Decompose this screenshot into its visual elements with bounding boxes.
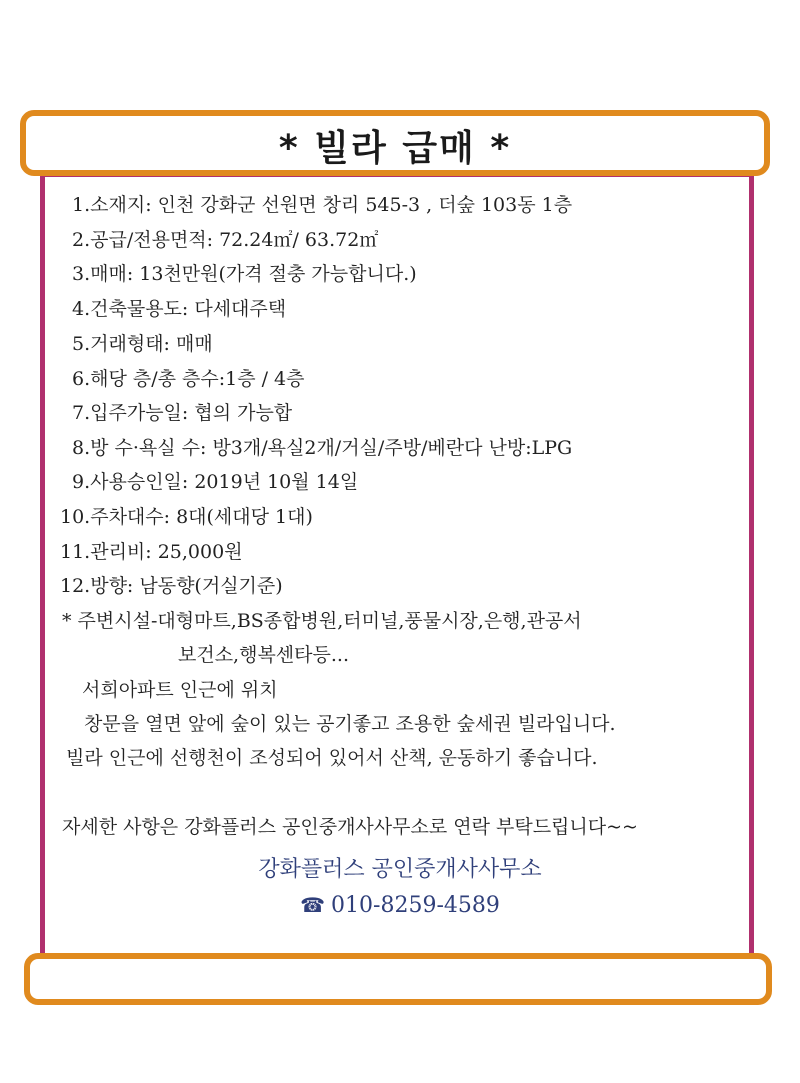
- description-line-3: 빌라 인근에 선행천이 조성되어 있어서 산책, 운동하기 좋습니다.: [66, 747, 598, 769]
- item-floor: 6.해당 층/총 층수:1층 / 4층: [72, 368, 305, 390]
- bottom-banner: [24, 953, 772, 1005]
- item-area: 2.공급/전용면적: 72.24㎡/ 63.72㎡: [72, 229, 379, 251]
- phone-icon: ☎: [300, 893, 326, 917]
- item-price: 3.매매: 13천만원(가격 절충 가능합니다.): [72, 263, 417, 285]
- item-parking: 10.주차대수: 8대(세대당 1대): [60, 506, 313, 528]
- item-deal-type: 5.거래형태: 매매: [72, 333, 213, 355]
- phone-line: [0, 893, 800, 918]
- item-approval-date: 9.사용승인일: 2019년 10월 14일: [72, 471, 359, 493]
- content-frame: [40, 172, 754, 960]
- item-move-in: 7.입주가능일: 협의 가능합: [72, 402, 293, 424]
- page-title: * 빌라 급매 *: [278, 128, 512, 169]
- contact-note: 자세한 사항은 강화플러스 공인중개사사무소로 연락 부탁드립니다~~: [62, 816, 638, 838]
- item-usage: 4.건축물용도: 다세대주택: [72, 298, 287, 320]
- title-banner: [20, 110, 770, 176]
- item-location: 1.소재지: 인천 강화군 선원면 창리 545-3 , 더숲 103동 1층: [72, 194, 573, 216]
- facilities-line-1: * 주변시설-대형마트,BS종합병원,터미널,풍물시장,은행,관공서: [62, 610, 582, 632]
- item-rooms: 8.방 수·욕실 수: 방3개/욕실2개/거실/주방/베란다 난방:LPG: [72, 437, 573, 459]
- description-line-1: 서희아파트 인근에 위치: [82, 679, 278, 701]
- phone-number[interactable]: 010-8259-4589: [331, 893, 500, 918]
- facilities-line-2: 보건소,행복센타등...: [178, 644, 349, 666]
- item-maintenance-fee: 11.관리비: 25,000원: [60, 541, 243, 563]
- office-name: 강화플러스 공인중개사사무소: [258, 857, 542, 882]
- description-line-2: 창문을 열면 앞에 숲이 있는 공기좋고 조용한 숲세권 빌라입니다.: [84, 713, 616, 735]
- item-direction: 12.방향: 남동향(거실기준): [60, 575, 283, 597]
